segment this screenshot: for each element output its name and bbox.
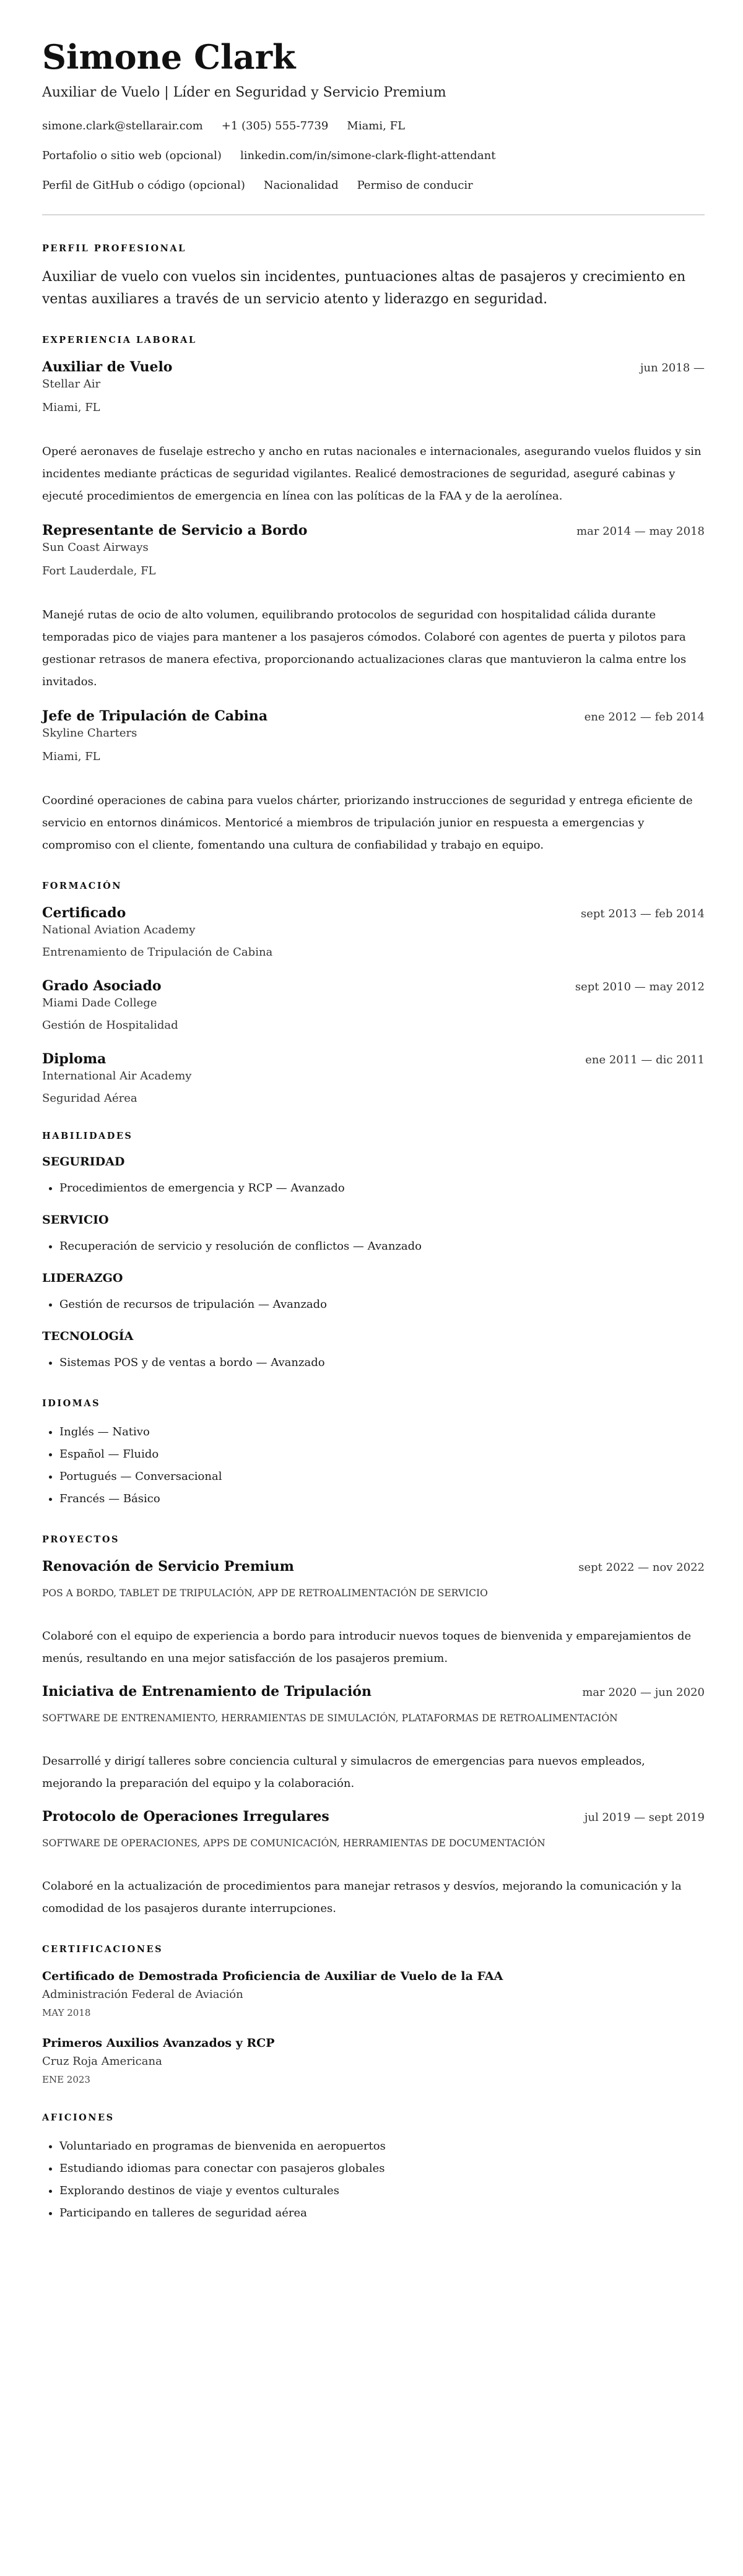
languages-section: [42, 1398, 705, 1510]
project-dates: mar 2020 — jun 2020: [582, 1686, 705, 1699]
contact-info: [42, 119, 705, 193]
project-description: Colaboré con el equipo de experiencia a bordo para introducir nuevos toques de bienvenida y emparejamientos de menús, resultando en una mejor satisfacción de los pasajeros premium.: [42, 1630, 692, 1665]
skill-group-title: TECNOLOGÍA: [42, 1329, 134, 1343]
summary-section: [42, 243, 705, 311]
education-section: [42, 880, 705, 1107]
hobbies-section: [42, 2112, 705, 2224]
education-entry: [42, 1050, 705, 1107]
skill-group: [42, 1270, 705, 1316]
project-tech: SOFTWARE DE OPERACIONES, APPS DE COMUNICACIÓN, HERRAMIENTAS DE DOCUMENTACIÓN: [42, 1838, 545, 1849]
certification-entry: [42, 2034, 705, 2088]
skill-item: • Sistemas POS y de ventas a bordo — Avanzado: [59, 1352, 705, 1374]
candidate-name: Simone Clark: [42, 37, 296, 77]
skills-section: [42, 1130, 705, 1374]
experience-section: [42, 334, 705, 857]
skill-group-title: LIDERAZGO: [42, 1271, 123, 1285]
project-name: Iniciativa de Entrenamiento de Tripulación: [42, 1683, 372, 1700]
company: Skyline Charters: [42, 727, 137, 740]
hobby-item: • Participando en talleres de seguridad aérea: [59, 2202, 705, 2224]
section-title: CERTIFICACIONES: [42, 1944, 163, 1955]
language-item: • Inglés — Nativo: [59, 1421, 705, 1443]
job-dates: ene 2012 — feb 2014: [584, 711, 705, 724]
job-title: Auxiliar de Vuelo: [42, 359, 173, 375]
linkedin-link[interactable]: linkedin.com/in/simone-clark-flight-attendant: [240, 149, 496, 162]
section-title: FORMACIÓN: [42, 881, 122, 891]
project-tech: POS A BORDO, TABLET DE TRIPULACIÓN, APP DE RETROALIMENTACIÓN DE SERVICIO: [42, 1588, 488, 1599]
summary-text: Auxiliar de vuelo con vuelos sin incidentes, puntuaciones altas de pasajeros y crecimiento en ventas auxiliares a través de un servicio atento y liderazgo en seguridad.: [42, 269, 686, 307]
section-title: PROYECTOS: [42, 1534, 119, 1545]
github-link[interactable]: Perfil de GitHub o código (opcional): [42, 179, 245, 192]
languages-list: [42, 1421, 705, 1510]
location: Miami, FL: [347, 119, 406, 132]
contact-row: [42, 178, 705, 193]
hobby-item: • Voluntariado en programas de bienvenida en aeropuertos: [59, 2135, 705, 2158]
certification-date: MAY 2018: [42, 2007, 91, 2018]
section-title: IDIOMAS: [42, 1398, 101, 1409]
job-description: Operé aeronaves de fuselaje estrecho y ancho en rutas nacionales e internacionales, asegurando vuelos fluidos y sin incidentes mediante prácticas de seguridad vigilantes. Realicé demostraciones de seguridad, aseguré cabinas y ejecuté procedimientos de emergencia en línea con las políticas de la FAA y de la aerolínea.: [42, 445, 702, 503]
nationality: Nacionalidad: [263, 179, 339, 192]
language-item: • Francés — Básico: [59, 1488, 705, 1510]
language-item: • Portugués — Conversacional: [59, 1466, 705, 1488]
certification-issuer: Administración Federal de Aviación: [42, 1988, 243, 2001]
certification-entry: [42, 1967, 705, 2021]
field-of-study: Gestión de Hospitalidad: [42, 1019, 178, 1032]
certification-date: ENE 2023: [42, 2074, 90, 2085]
phone[interactable]: +1 (305) 555-7739: [221, 119, 329, 132]
certification-issuer: Cruz Roja Americana: [42, 2055, 162, 2068]
education-entry: [42, 977, 705, 1034]
project-dates: sept 2022 — nov 2022: [578, 1561, 705, 1574]
certification-name: Primeros Auxilios Avanzados y RCP: [42, 2036, 275, 2050]
job-description: Manejé rutas de ocio de alto volumen, equilibrando protocolos de seguridad con hospitalidad cálida durante temporadas pico de viajes para mantener a los pasajeros cómodos. Colaboré con agentes de puerta y pilotos para gestionar retrasos de manera efectiva, proporcionando actualizaciones claras que mantuvieron la calma entre los invitados.: [42, 608, 687, 688]
project-description: Desarrollé y dirigí talleres sobre conciencia cultural y simulacros de emergencias para nuevos empleados, mejorando la preparación del equipo y la colaboración.: [42, 1755, 645, 1790]
section-title: EXPERIENCIA LABORAL: [42, 335, 197, 345]
skill-item: • Gestión de recursos de tripulación — Avanzado: [59, 1294, 705, 1316]
project-name: Renovación de Servicio Premium: [42, 1558, 294, 1575]
experience-entry: [42, 707, 705, 857]
contact-row: [42, 149, 705, 163]
project-entry: [42, 1682, 705, 1795]
experience-entry: [42, 521, 705, 693]
education-dates: sept 2010 — may 2012: [575, 980, 705, 993]
job-description: Coordiné operaciones de cabina para vuelos chárter, priorizando instrucciones de seguridad y entrega eficiente de servicio en entornos dinámicos. Mentoricé a miembros de tripulación junior en respuesta a emergencias y compromiso con el cliente, fomentando una cultura de confiabilidad y trabajo en equipo.: [42, 794, 693, 852]
skill-group: [42, 1154, 705, 1199]
job-location: Fort Lauderdale, FL: [42, 564, 156, 577]
hobby-item: • Explorando destinos de viaje y eventos culturales: [59, 2180, 705, 2202]
drivers-license: Permiso de conducir: [357, 179, 473, 192]
job-dates: mar 2014 — may 2018: [576, 525, 705, 538]
project-description: Colaboré en la actualización de procedimientos para manejar retrasos y desvíos, mejorando la comunicación y la comodidad de los pasajeros durante interrupciones.: [42, 1880, 682, 1915]
degree: Grado Asociado: [42, 978, 162, 994]
skill-group: [42, 1328, 705, 1374]
header-divider: [42, 214, 705, 215]
school: International Air Academy: [42, 1070, 192, 1083]
project-entry: [42, 1557, 705, 1670]
skill-group-title: SERVICIO: [42, 1213, 109, 1227]
contact-row: [42, 119, 705, 134]
education-dates: sept 2013 — feb 2014: [581, 907, 705, 920]
section-title: HABILIDADES: [42, 1131, 133, 1141]
company: Stellar Air: [42, 378, 101, 391]
company: Sun Coast Airways: [42, 541, 149, 554]
projects-section: [42, 1534, 705, 1920]
language-item: • Español — Fluido: [59, 1443, 705, 1466]
email[interactable]: simone.clark@stellarair.com: [42, 119, 203, 132]
field-of-study: Seguridad Aérea: [42, 1092, 137, 1105]
project-name: Protocolo de Operaciones Irregulares: [42, 1809, 329, 1825]
resume-header: [42, 32, 705, 193]
field-of-study: Entrenamiento de Tripulación de Cabina: [42, 946, 273, 959]
job-title: Jefe de Tripulación de Cabina: [42, 708, 268, 724]
project-tech: SOFTWARE DE ENTRENAMIENTO, HERRAMIENTAS DE SIMULACIÓN, PLATAFORMAS DE RETROALIMENTACIÓN: [42, 1713, 618, 1724]
portfolio-link[interactable]: Portafolio o sitio web (opcional): [42, 149, 222, 162]
headline: Auxiliar de Vuelo | Líder en Seguridad y Servicio Premium: [42, 85, 446, 100]
job-dates: jun 2018 —: [640, 361, 705, 374]
education-entry: [42, 904, 705, 961]
school: Miami Dade College: [42, 996, 157, 1009]
job-location: Miami, FL: [42, 401, 100, 414]
project-entry: [42, 1807, 705, 1920]
degree: Certificado: [42, 905, 126, 921]
section-title: PERFIL PROFESIONAL: [42, 243, 186, 254]
skill-item: • Recuperación de servicio y resolución de conflictos — Avanzado: [59, 1235, 705, 1258]
degree: Diploma: [42, 1051, 106, 1067]
section-title: AFICIONES: [42, 2112, 115, 2123]
job-location: Miami, FL: [42, 750, 100, 763]
project-dates: jul 2019 — sept 2019: [584, 1811, 705, 1824]
education-dates: ene 2011 — dic 2011: [585, 1053, 705, 1066]
certifications-section: [42, 1943, 705, 2088]
hobby-item: • Estudiando idiomas para conectar con pasajeros globales: [59, 2158, 705, 2180]
school: National Aviation Academy: [42, 923, 196, 936]
experience-entry: [42, 358, 705, 508]
certification-name: Certificado de Demostrada Proficiencia de Auxiliar de Vuelo de la FAA: [42, 1969, 503, 1983]
skill-item: • Procedimientos de emergencia y RCP — Avanzado: [59, 1177, 705, 1199]
job-title: Representante de Servicio a Bordo: [42, 522, 308, 538]
hobbies-list: [42, 2135, 705, 2224]
skill-group-title: SEGURIDAD: [42, 1155, 125, 1169]
skill-group: [42, 1212, 705, 1258]
